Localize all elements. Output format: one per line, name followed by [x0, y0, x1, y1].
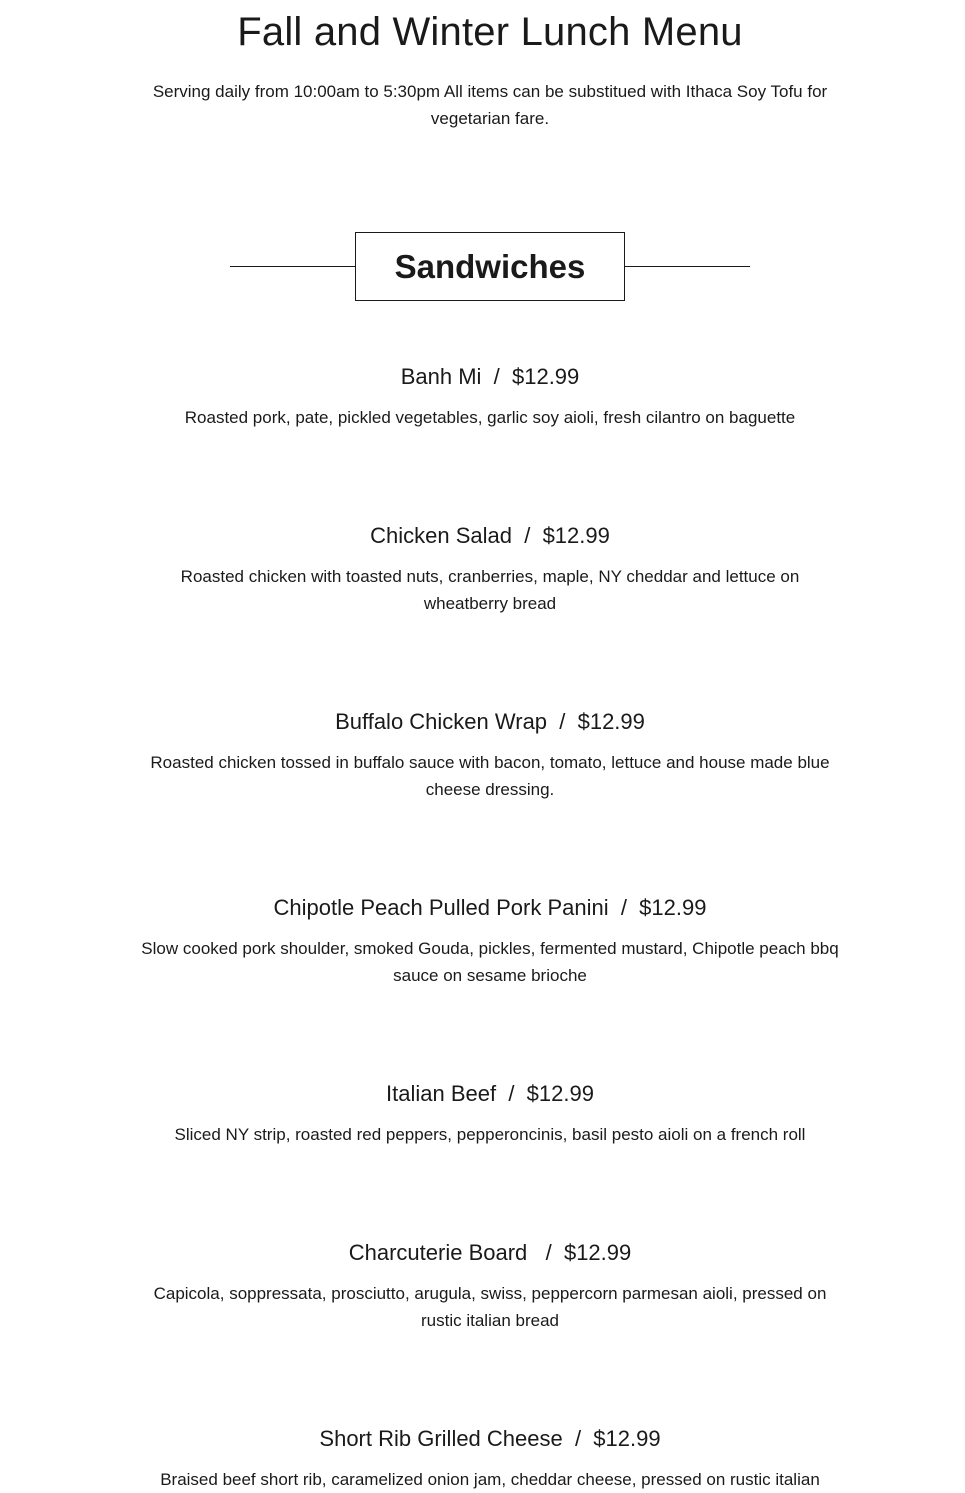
item-name: Banh Mi / $12.99: [400, 364, 580, 389]
item-description: Braised beef short rib, caramelized onion jam, cheddar cheese, pressed on rustic italian: [160, 1470, 820, 1489]
item-name: Short Rib Grilled Cheese / $12.99: [319, 1426, 661, 1451]
item-name: Charcuterie Board / $12.99: [348, 1240, 632, 1265]
item-name: Buffalo Chicken Wrap / $12.99: [335, 709, 645, 734]
menu-item: [130, 1238, 850, 1334]
section-rule-right: [625, 266, 750, 267]
item-description: Roasted chicken tossed in buffalo sauce with bacon, tomato, lettuce and house made blue cheese dressing.: [150, 753, 830, 799]
menu-item: [130, 707, 850, 803]
menu-item: [130, 1424, 850, 1493]
section-title: Sandwiches: [355, 232, 625, 301]
item-description: Slow cooked pork shoulder, smoked Gouda, pickles, fermented mustard, Chipotle peach bbq sauce on sesame brioche: [141, 939, 839, 985]
menu-intro: Serving daily from 10:00am to 5:30pm All items can be substitued with Ithaca Soy Tofu for vegetarian fare.: [152, 82, 828, 128]
menu-item: [130, 893, 850, 989]
menu-item: [130, 521, 850, 617]
item-name: Chipotle Peach Pulled Pork Panini / $12.99: [273, 895, 707, 920]
item-description: Sliced NY strip, roasted red peppers, pepperoncinis, basil pesto aioli on a french roll: [174, 1125, 806, 1144]
page-title: Fall and Winter Lunch Menu: [237, 10, 743, 54]
item-description: Roasted pork, pate, pickled vegetables, garlic soy aioli, fresh cilantro on baguette: [184, 408, 796, 427]
menu-item: [130, 362, 850, 431]
item-name: Italian Beef / $12.99: [386, 1081, 594, 1106]
item-name: Chicken Salad / $12.99: [370, 523, 610, 548]
section-header-sandwiches: [230, 232, 750, 301]
item-description: Roasted chicken with toasted nuts, cranberries, maple, NY cheddar and lettuce on wheatberry bread: [180, 567, 800, 613]
menu-item: [130, 1079, 850, 1148]
section-rule-left: [230, 266, 355, 267]
item-description: Capicola, soppressata, prosciutto, arugula, swiss, peppercorn parmesan aioli, pressed on rustic italian bread: [153, 1284, 827, 1330]
